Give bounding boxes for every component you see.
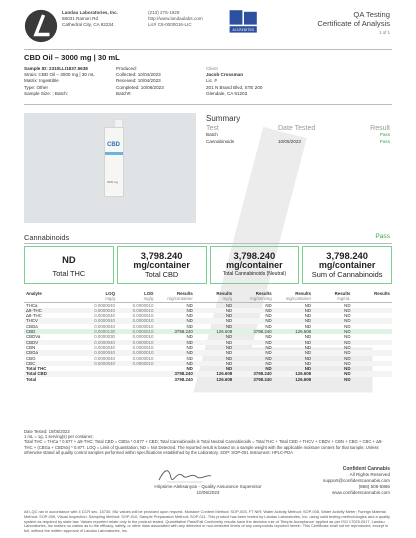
table-cell: ND	[313, 371, 352, 376]
table-cell: 126.608	[295, 376, 312, 382]
table-cell: ND	[186, 313, 193, 319]
box-value: 3,798.240	[326, 250, 368, 261]
total-thc-box	[24, 246, 114, 284]
table-cell: 0.0000130	[79, 329, 117, 334]
page-number: 1 of 1	[379, 30, 390, 35]
company-info	[323, 466, 390, 496]
table-cell: ND	[186, 366, 193, 372]
notes-line-1: Total THC = THCa * 0.877 + Δ9-THC; Total CBD = CBDa * 0.877 + CBD; Total Cannabinoids is Total Neutral Cannabinoids = Total THC + Total CBD + THCV + CBDV + CBN + CBG + CBC + Δ8-	[24, 439, 383, 445]
table-cell: 0.0000010	[132, 302, 154, 308]
table-cell: 0.0000030	[94, 334, 115, 340]
table-cell: 126.608	[216, 376, 233, 382]
box-label: Sum of Cannabinoids	[311, 270, 383, 279]
table-cell: THCV	[24, 318, 79, 323]
table-cell: ND	[265, 302, 272, 308]
table-cell: CBGa	[24, 350, 79, 355]
header-cell: Results	[334, 291, 351, 296]
notes-line-3: otherwise stated all quality control samples performed within specifications established by the Laboratory. SOP: SOP-001 Instrument: HPLC-PDA	[24, 449, 293, 455]
sample-size: Sample Size: ; Batch:	[24, 90, 68, 96]
summary-col-date: Date Tested	[278, 125, 316, 132]
date-info	[116, 66, 164, 97]
cannabinoid-totals	[24, 246, 392, 284]
doc-subtitle: Certificate of Analysis	[317, 19, 390, 28]
table-cell: Total CBD	[24, 371, 79, 376]
client-address-1: 201 N Brand Blvd, STE 200	[206, 84, 263, 90]
produced: Produced:	[116, 66, 137, 71]
table-cell: ND	[313, 340, 352, 345]
table-cell: ND	[344, 366, 351, 372]
table-cell: ND	[195, 350, 234, 355]
table-cell: 0.0000010	[132, 344, 154, 350]
company-phone: (866) 506-5866	[358, 484, 390, 489]
table-cell: 3798.240	[155, 329, 194, 334]
table-cell: 3798.240	[155, 371, 194, 376]
lab-website[interactable]: http://www.landaulabs.com	[148, 16, 203, 22]
table-cell: ND	[344, 313, 351, 319]
client-label: Client	[206, 66, 218, 71]
sample-info	[24, 66, 95, 97]
table-cell: 0.0000040	[94, 344, 115, 350]
batch-number: Batch#:	[116, 90, 132, 96]
table-cell: ND	[234, 350, 273, 355]
table-cell: ND	[304, 355, 312, 361]
table-cell: ND	[274, 361, 313, 366]
signature-block	[108, 484, 308, 496]
table-cell: ND	[304, 344, 312, 350]
unit-cell: mg/g	[117, 296, 155, 302]
box-value: ND	[62, 254, 76, 265]
summary-row-test: Cannabinoids	[206, 139, 235, 144]
table-cell: Total THC	[26, 366, 47, 372]
table-cell: ND	[274, 308, 313, 313]
table-cell: ND	[186, 323, 193, 329]
client-license: Lic. #	[206, 78, 217, 84]
box-label: Total Cannabinoids (Neutral)	[222, 271, 287, 277]
table-cell: ND	[225, 323, 233, 329]
table-cell: CBDa	[26, 323, 38, 329]
table-cell: 0.0000010	[117, 329, 155, 334]
product-title: CBD Oil – 3000 mg | 30 mL	[24, 53, 120, 62]
table-cell: 3798.240	[174, 376, 193, 382]
table-cell: ND	[344, 376, 351, 382]
table-cell: CBDVa	[26, 334, 41, 340]
table-cell: ND	[265, 323, 272, 329]
serving-note: 1 mL = 1g, 1 serving(s) per container;	[24, 434, 94, 440]
table-cell: ND	[265, 334, 272, 340]
summary-title: Summary	[206, 114, 241, 123]
cannabinoids-title: Cannabinoids	[24, 233, 70, 242]
doc-title: QA Testing	[353, 10, 390, 19]
table-cell: ND	[265, 344, 272, 350]
table-cell: 0.0000040	[94, 313, 115, 319]
signer-name: Hripsime Aleksanyan - Quality Assurance Supervisor	[154, 484, 262, 489]
bottle-label: CBD	[107, 142, 120, 148]
table-cell: ND	[234, 340, 273, 345]
table-cell: 3798.240	[234, 371, 273, 376]
matrix: Matrix: Ingestible	[24, 78, 59, 84]
unit-cell: mg/serving	[234, 296, 273, 302]
table-cell: ND	[225, 313, 233, 319]
signature-date: 10/06/2023	[196, 490, 220, 495]
company-rights: All Rights Reserved	[349, 472, 390, 477]
lab-license: Lic# C8-0000016-LIC	[148, 22, 192, 28]
product-photo	[24, 113, 196, 223]
table-cell: ND	[265, 366, 272, 372]
table-cell: ND	[265, 313, 272, 319]
cannabinoids-table	[24, 291, 392, 382]
table-cell: 0.0000010	[117, 318, 155, 323]
company-web[interactable]: www.confidentcannabis.com	[332, 490, 390, 495]
summary-col-test: Test	[206, 125, 219, 132]
table-cell: 0.0000040	[94, 323, 115, 329]
sample-id: Sample ID: 2310LLI1837.5638	[24, 66, 88, 71]
header-cell: Results	[255, 291, 272, 296]
header-cell: Analyte	[26, 291, 42, 296]
table-cell: 0.0000010	[132, 355, 154, 361]
total-cannabinoids-box	[210, 246, 300, 284]
table-cell: ND	[234, 361, 273, 366]
received: Received: 10/04/2023	[116, 78, 161, 84]
table-cell: ND	[234, 318, 273, 323]
header-cell: Results	[295, 291, 312, 296]
client-address-2: Glendale, CA 91203	[206, 90, 248, 96]
lab-contact	[148, 10, 203, 29]
table-cell	[117, 377, 155, 382]
table-cell	[353, 377, 393, 382]
signature-icon	[155, 466, 215, 486]
table-cell: ND	[186, 344, 193, 350]
table-cell: Total	[26, 376, 37, 382]
table-cell: ND	[155, 308, 194, 313]
table-cell: 0.0000040	[79, 350, 117, 355]
bottle-band	[105, 152, 123, 155]
table-cell: ND	[186, 355, 193, 361]
table-cell: ND	[344, 355, 351, 361]
total-cbd-box	[117, 246, 207, 284]
table-cell: ND	[313, 350, 352, 355]
table-cell: 0.0000010	[132, 323, 154, 329]
unit-cell: mg/g	[79, 296, 117, 302]
table-cell: ND	[225, 334, 233, 340]
table-cell: ND	[344, 302, 351, 308]
table-cell: ND	[225, 355, 233, 361]
lab-logo-icon	[24, 8, 58, 44]
strain: Strain: CBD Oil – 3000 mg | 30 mL	[24, 72, 95, 78]
table-cell: 0.0000010	[117, 361, 155, 366]
notes	[24, 429, 383, 455]
lab-name: Landau Laboratories, Inc.	[62, 10, 118, 15]
client-info	[206, 66, 262, 97]
table-cell: ND	[195, 318, 234, 323]
summary-row-date: 10/05/2023	[278, 139, 301, 144]
company-email[interactable]: support@confidentcannabis.com	[323, 478, 390, 483]
summary-batch-result: Pass	[379, 132, 390, 137]
type: Type: Other	[24, 84, 49, 90]
table-cell: CBC	[24, 361, 79, 366]
box-unit: mg/container	[318, 260, 376, 270]
table-cell: ND	[344, 323, 351, 329]
date-tested-note: Date Tested: 10/05/2023	[24, 429, 70, 434]
bottle-amount: 3000 mg	[107, 180, 118, 184]
header-cell: Results	[176, 291, 193, 296]
table-cell: 0.0000040	[79, 308, 117, 313]
lab-info	[62, 10, 118, 29]
table-cell: 126.608	[274, 329, 313, 334]
header-cell: LOQ	[105, 291, 115, 296]
table-cell: ND	[274, 350, 313, 355]
summary-row-result: Pass	[379, 139, 390, 144]
table-row	[24, 377, 392, 382]
badge-text: ACCREDITED	[232, 28, 255, 32]
table-cell: CBDV	[24, 340, 79, 345]
table-cell: 0.0000010	[132, 334, 154, 340]
table-cell: 126.608	[195, 329, 234, 334]
table-cell: 0.0000040	[94, 355, 115, 361]
notes-line-2: THC + (CBGa + CBDVa) * 0.877. LOQ = Limit of Quantitation; ND = Not Detected. The reported result is based on a sample weight with the applicable moisture content for that sample; Unless	[24, 444, 379, 450]
table-cell: ND	[265, 355, 272, 361]
table-cell: ND	[304, 323, 312, 329]
table-cell: 0.0000010	[117, 340, 155, 345]
table-cell: 0.0000010	[132, 313, 154, 319]
info-divider	[24, 104, 392, 105]
table-cell: ND	[313, 329, 352, 334]
table-cell: ND	[186, 334, 193, 340]
table-cell: 126.608	[274, 371, 313, 376]
disclaimer: All LQC ran in accordance with 4 CCR sec. 15730. MU values will be provided upon request. Moisture Content Method: SOP-003, FT NIR; Water Activity Method: SOP-008, Water Activity Meter; Foreign Material Method: SOP-009, Visual Inspection. Sampling Method: SOP-010, Sample Preparation Method; SOP-011. This product has been tested by Landau Laboratories, Inc. using valid testing methodologies and a quality system as required by state law. Values reported relate only to the product tested. Quantitative Pass/Fail Conformity results have the decision rule of 'Simple Acceptance' applied as per ISO 17025:2017. Landau Laboratories, Inc makes no claims as to the efficacy, safety, or other risks associated with any detected or non-detected levels of any compounds reported herein. This Certificate shall not be reproduced, except in full, without the written approval of Landau Laboratories, Inc.	[24, 509, 390, 534]
table-cell: 0.0000040	[94, 302, 115, 308]
sum-cannabinoids-box	[302, 246, 392, 284]
header-divider	[24, 49, 392, 50]
table-cell: 3798.240	[234, 329, 273, 334]
table-cell: 126.608	[195, 371, 234, 376]
table-cell: ND	[155, 340, 194, 345]
box-value: 3,798.240	[233, 250, 276, 261]
summary-batch-label: Batch	[206, 132, 218, 137]
table-cell: ND	[155, 361, 194, 366]
table-cell: CBN	[26, 344, 36, 350]
table-cell: ND	[225, 302, 233, 308]
table-cell: 0.0000010	[117, 350, 155, 355]
table-cell: ND	[155, 350, 194, 355]
table-cell: ND	[304, 334, 312, 340]
table-cell: ND	[155, 318, 194, 323]
header-cell: Results	[216, 291, 233, 296]
table-cell: ND	[304, 366, 312, 372]
table-cell: ND	[186, 302, 193, 308]
product-bottle	[104, 127, 124, 197]
table-cell: ND	[234, 308, 273, 313]
summary-col-result: Result	[370, 125, 390, 132]
unit-cell: mg/g	[195, 296, 234, 302]
table-cell: ND	[225, 366, 233, 372]
table-cell: ND	[274, 318, 313, 323]
table-cell: ND	[313, 308, 352, 313]
header-cell: LOD	[144, 291, 154, 296]
table-cell: ND	[225, 344, 233, 350]
table-cell	[79, 377, 117, 382]
table-cell: ND	[304, 302, 312, 308]
table-cell: THCa	[26, 302, 38, 308]
table-cell: 3798.240	[253, 376, 272, 382]
table-cell: ND	[313, 361, 352, 366]
lab-address-1: 68031 Ramon Rd	[62, 16, 99, 22]
box-value: 3,798.240	[140, 250, 183, 261]
table-cell: ND	[313, 318, 352, 323]
table-cell: 0.0000040	[79, 318, 117, 323]
table-cell: Δ8-THC	[26, 313, 42, 319]
table-cell: ND	[274, 340, 313, 345]
table-cell: Δ9-THC	[24, 308, 79, 313]
accreditation-badge-icon	[228, 8, 260, 38]
table-cell: ND	[195, 340, 234, 345]
table-cell: ND	[344, 334, 351, 340]
client-name: Jacob Crossman	[206, 72, 244, 78]
unit-cell: mg/container	[155, 296, 194, 302]
doc-header	[317, 10, 390, 37]
table-cell: 0.0000010	[117, 308, 155, 313]
unit-cell: mg/mL	[313, 296, 352, 302]
cannabinoids-divider	[24, 243, 392, 244]
table-cell: 0.0000040	[79, 340, 117, 345]
cannabinoids-status: Pass	[375, 233, 390, 240]
box-label: Total THC	[52, 269, 86, 278]
box-unit: mg/container	[226, 260, 283, 270]
table-cell: ND	[195, 361, 234, 366]
header-cell: Results	[374, 291, 390, 296]
table-cell: ND	[304, 313, 312, 319]
completed: Completed: 10/06/2023	[116, 84, 164, 90]
table-cell: ND	[195, 308, 234, 313]
unit-cell: mg/container	[274, 296, 313, 302]
table-cell: ND	[344, 344, 351, 350]
table-cell: CBG	[26, 355, 36, 361]
collected: Collected: 10/04/2023	[116, 72, 161, 78]
table-cell: CBD	[24, 329, 79, 334]
lab-phone: (213) 275-1929	[148, 10, 180, 15]
box-label: Total CBD	[144, 270, 179, 279]
lab-address-2: Cathedral City, CA 92234	[62, 22, 114, 28]
box-unit: mg/container	[133, 260, 190, 270]
table-cell: 0.0000040	[79, 361, 117, 366]
company-name: Confident Cannabis	[342, 466, 390, 472]
